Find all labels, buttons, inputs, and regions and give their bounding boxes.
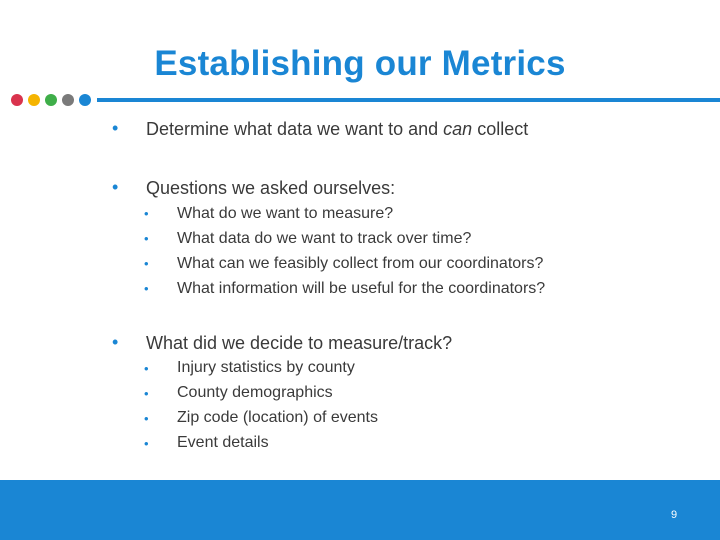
- bullet-text-part: collect: [472, 119, 529, 139]
- sub-bullet-marker: •: [144, 206, 149, 221]
- bullet-marker: •: [112, 177, 119, 197]
- title-rule: [97, 98, 720, 102]
- dot-blue: [79, 94, 91, 106]
- sub-bullet-marker: •: [144, 411, 149, 426]
- bullet-text: What did we decide to measure/track?: [146, 333, 453, 353]
- sub-bullet-text: Injury statistics by county: [177, 359, 355, 376]
- sub-bullet-text: County demographics: [177, 384, 333, 401]
- bullet-text: [146, 119, 528, 140]
- sub-bullet-marker: •: [144, 361, 149, 376]
- sub-bullet-marker: •: [144, 231, 149, 246]
- sub-bullet-marker: •: [144, 436, 149, 451]
- sub-bullet-text: What do we want to measure?: [177, 205, 394, 222]
- sub-bullet-text: What can we feasibly collect from our coordinators?: [177, 255, 544, 272]
- bullet-text-emphasis: can: [443, 119, 473, 139]
- bullet-marker: •: [112, 118, 119, 138]
- sub-bullet-text: Event details: [177, 434, 269, 451]
- footer-bar: [0, 480, 720, 540]
- dot-gray: [62, 94, 74, 106]
- bullet-text-part: Determine what data we want to and: [146, 119, 444, 139]
- dot-red: [11, 94, 23, 106]
- bullet-text: Questions we asked ourselves:: [146, 178, 396, 198]
- sub-bullet-text: Zip code (location) of events: [177, 409, 378, 426]
- dot-yellow: [28, 94, 40, 106]
- sub-bullet-text: What information will be useful for the coordinators?: [177, 280, 546, 297]
- slide-title: Establishing our Metrics: [154, 44, 566, 83]
- sub-bullet-marker: •: [144, 256, 149, 271]
- sub-bullet-text: What data do we want to track over time?: [177, 230, 472, 247]
- sub-bullet-marker: •: [144, 386, 149, 401]
- sub-bullet-marker: •: [144, 281, 149, 296]
- page-number: 9: [670, 509, 678, 521]
- bullet-marker: •: [112, 332, 119, 352]
- dot-green: [45, 94, 57, 106]
